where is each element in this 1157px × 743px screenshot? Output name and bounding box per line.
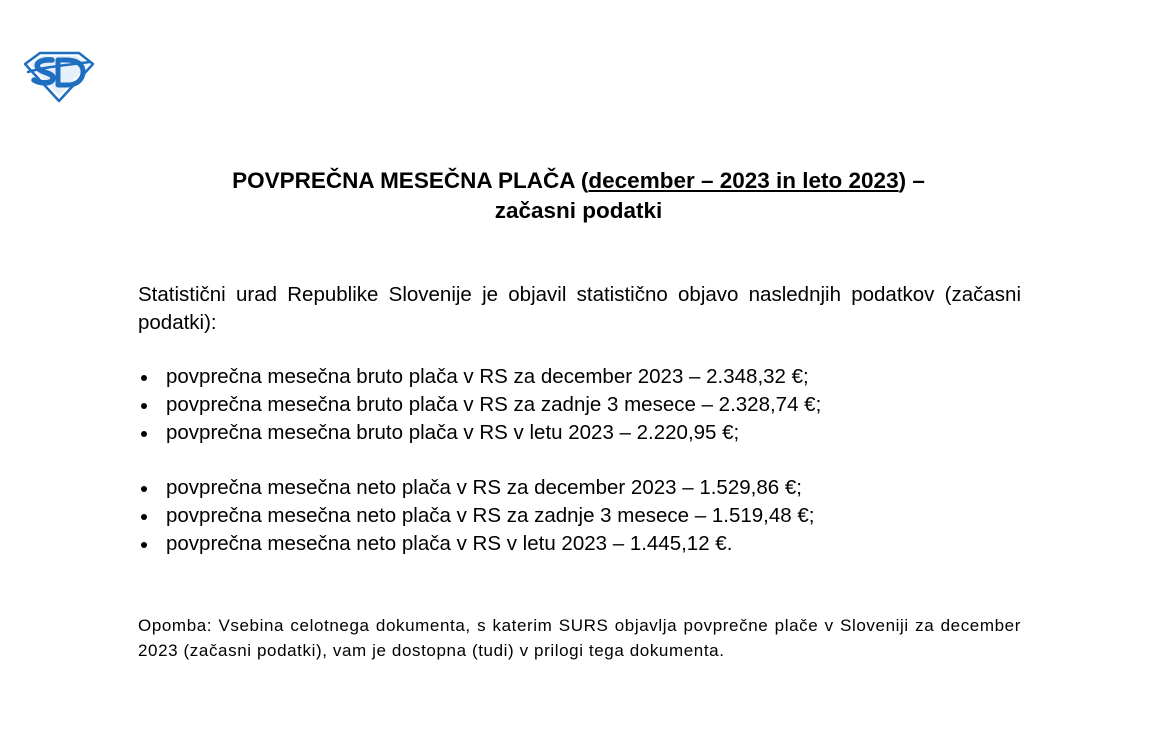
- bullet-icon: [141, 431, 147, 437]
- title-suffix: ) –: [898, 168, 925, 193]
- bruto-salary-list: [138, 363, 1021, 447]
- title-line-2: začasni podatki: [494, 198, 663, 223]
- neto-salary-list: [138, 474, 1021, 558]
- bullet-icon: [141, 514, 147, 520]
- bullet-icon: [141, 486, 147, 492]
- list-item: [138, 419, 1021, 447]
- bullet-icon: [141, 403, 147, 409]
- title-line-1: [0, 166, 1157, 196]
- list-item: [138, 530, 1021, 558]
- list-item: [138, 474, 1021, 502]
- list-item-text: povprečna mesečna neto plača v RS za zadnje 3 mesece – 1.519,48 €;: [166, 504, 815, 527]
- list-item-text: povprečna mesečna bruto plača v RS za zadnje 3 mesece – 2.328,74 €;: [166, 393, 822, 416]
- list-item-text: povprečna mesečna bruto plača v RS v letu 2023 – 2.220,95 €;: [166, 421, 740, 444]
- title-prefix: POVPREČNA MESEČNA PLAČA (: [232, 168, 589, 193]
- list-item: [138, 391, 1021, 419]
- bullet-icon: [141, 542, 147, 548]
- list-item-text: povprečna mesečna neto plača v RS v letu 2023 – 1.445,12 €.: [166, 532, 733, 555]
- list-item-text: povprečna mesečna bruto plača v RS za december 2023 – 2.348,32 €;: [166, 365, 809, 388]
- bullet-icon: [141, 375, 147, 381]
- document-title: [0, 166, 1157, 226]
- list-item: [138, 363, 1021, 391]
- list-item-text: povprečna mesečna neto plača v RS za december 2023 – 1.529,86 €;: [166, 476, 802, 499]
- list-item: [138, 502, 1021, 530]
- surs-logo-icon: [22, 48, 96, 104]
- intro-paragraph: Statistični urad Republike Slovenije je objavil statistično objavo naslednjih podatkov (začasni podatki):: [138, 283, 1021, 334]
- note-paragraph: Opomba: Vsebina celotnega dokumenta, s katerim SURS objavlja povprečne plače v Sloveniji za december 2023 (začasni podatki), vam je dostopna (tudi) v prilogi tega dokumenta.: [138, 616, 1021, 660]
- title-period: december – 2023 in leto 2023: [588, 168, 899, 193]
